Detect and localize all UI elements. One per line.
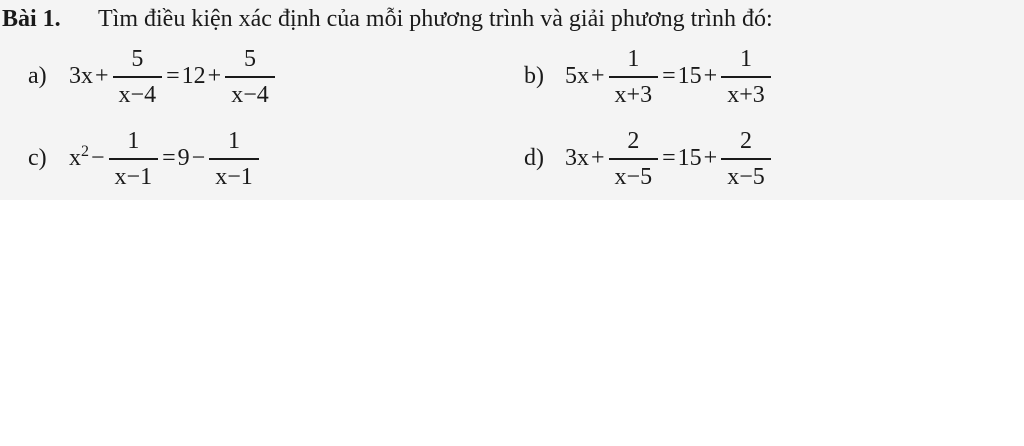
denominator: x−4	[231, 81, 269, 108]
rhs-operator: +	[703, 145, 718, 172]
lhs-operator: −	[91, 145, 105, 172]
rhs-term: 9	[177, 145, 190, 172]
problem-c	[28, 124, 262, 194]
exercise-heading	[2, 6, 773, 33]
numerator: 1	[739, 46, 752, 72]
numerator: 1	[127, 128, 140, 154]
exercise-block	[0, 0, 1024, 200]
exercise-label: Bài 1.	[2, 6, 61, 32]
lhs-fraction	[609, 42, 659, 112]
denominator: x−4	[118, 81, 157, 108]
rhs-term: 12	[181, 63, 206, 90]
exercise-instruction: Tìm điều kiện xác định của mỗi phương trình và giải phương trình đó:	[98, 6, 773, 32]
denominator: x+3	[614, 81, 653, 108]
equation	[68, 124, 262, 194]
numerator: 5	[131, 46, 144, 72]
rhs-term: 15	[677, 63, 702, 90]
numerator: 2	[627, 128, 640, 154]
exponent: 2	[81, 143, 89, 161]
equation	[564, 42, 774, 112]
numerator: 5	[243, 46, 256, 72]
numerator: 1	[227, 128, 240, 154]
problem-d	[524, 124, 774, 194]
lhs-fraction	[109, 124, 159, 194]
numerator: 2	[739, 128, 752, 154]
lhs-fraction	[113, 42, 163, 112]
problem-a	[28, 42, 278, 112]
lhs-operator: +	[95, 63, 109, 90]
lhs-fraction	[609, 124, 659, 194]
rhs-term: 15	[677, 145, 702, 172]
denominator: x−5	[727, 163, 765, 190]
rhs-operator: +	[207, 63, 222, 90]
problem-b	[524, 42, 774, 112]
equation	[564, 124, 774, 194]
base: x	[69, 145, 81, 172]
equals-sign: =	[166, 63, 180, 90]
equals-sign: =	[662, 145, 676, 172]
problem-label: a)	[28, 63, 47, 90]
numerator: 1	[627, 46, 640, 72]
denominator: x−1	[114, 163, 153, 190]
lhs-term	[68, 145, 90, 172]
rhs-fraction	[209, 124, 259, 194]
lhs-term: 3x	[565, 145, 589, 172]
problem-label: c)	[28, 145, 47, 172]
problem-label: b)	[524, 63, 544, 90]
rhs-fraction	[721, 42, 771, 112]
rhs-fraction	[721, 124, 771, 194]
lhs-operator: +	[591, 63, 605, 90]
rhs-fraction	[225, 42, 275, 112]
denominator: x−1	[215, 163, 253, 190]
denominator: x+3	[727, 81, 765, 108]
problem-label: d)	[524, 145, 544, 172]
equation	[68, 42, 278, 112]
rhs-operator: +	[703, 63, 718, 90]
lhs-term: 5x	[565, 63, 589, 90]
equals-sign: =	[162, 145, 176, 172]
lhs-operator: +	[591, 145, 605, 172]
rhs-operator: −	[191, 145, 206, 172]
lhs-term: 3x	[69, 63, 93, 90]
denominator: x−5	[614, 163, 653, 190]
equals-sign: =	[662, 63, 676, 90]
